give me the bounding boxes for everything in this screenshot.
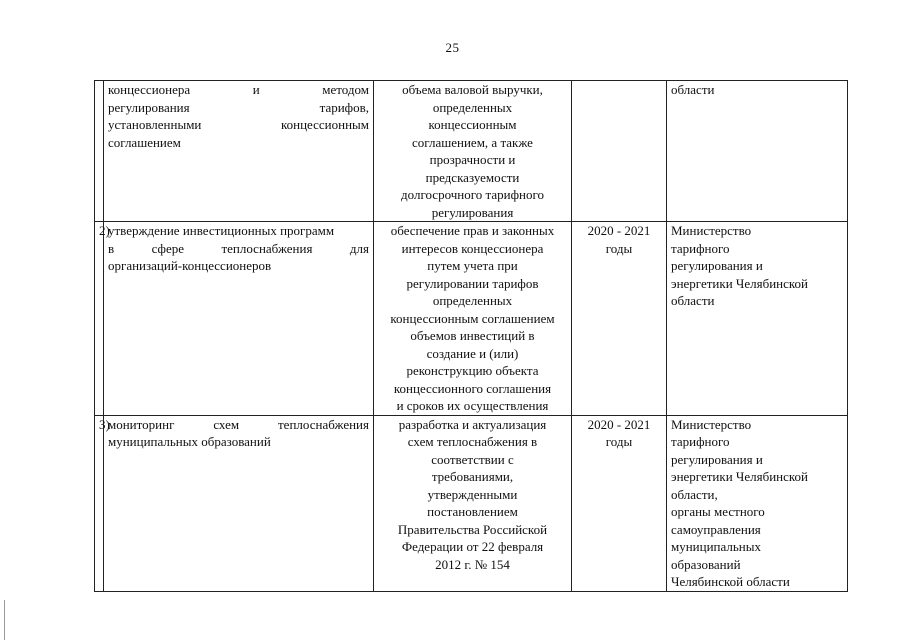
measure-word: утверждение инвестиционных программ: [108, 223, 335, 238]
responsible-cell: [667, 222, 848, 416]
responsible-cell: [667, 81, 848, 222]
goal-cell: [374, 81, 572, 222]
goal-line: Правительства Российской: [397, 521, 548, 537]
goal-line: определенных: [432, 293, 513, 308]
term-line: 2020 - 2021: [587, 223, 651, 238]
responsible-line: регулирования и: [671, 451, 763, 467]
measure-cell: [104, 81, 374, 222]
responsible-line: тарифного: [671, 434, 730, 449]
goal-line: регулировании тарифов: [406, 275, 539, 291]
goal-line: постановлением: [427, 504, 518, 519]
measure-line: [108, 416, 369, 434]
measures-table-body: [95, 81, 848, 592]
measure-word: методом: [322, 82, 369, 97]
measure-line: [108, 116, 369, 134]
goal-line: прозрачности и: [429, 152, 516, 167]
measure-cell: [104, 222, 374, 416]
goal-line: объемов инвестиций в: [410, 328, 535, 343]
term-line: годы: [605, 434, 633, 449]
responsible-cell: [667, 415, 848, 591]
responsible-line: органы местного: [671, 504, 765, 519]
measure-word: теплоснабжения: [221, 240, 313, 256]
term-cell: [572, 81, 667, 222]
measure-line: [108, 222, 369, 240]
measure-line: [108, 81, 369, 99]
table-row: [95, 81, 848, 222]
measures-table: [94, 80, 848, 592]
goal-line: долгосрочного тарифного: [401, 187, 544, 202]
goal-line: разработка и актуализация: [398, 416, 547, 432]
measure-line: [108, 99, 369, 117]
goal-line: обеспечение прав и законных: [390, 223, 555, 238]
responsible-line: энергетики Челябинской: [671, 275, 808, 291]
goal-line: концессионным соглашением: [390, 310, 555, 326]
measure-word: концессионным: [280, 117, 369, 132]
table-row: [95, 222, 848, 416]
goal-line: объема валовой выручки,: [402, 82, 543, 97]
term-cell: [572, 415, 667, 591]
goal-line: предсказуемости: [425, 169, 520, 185]
goal-line: Федерации от 22 февраля: [401, 539, 544, 554]
measure-word: регулирования: [108, 99, 190, 115]
responsible-line: области,: [671, 486, 718, 502]
measure-line: [108, 257, 369, 275]
measure-line: [108, 433, 369, 451]
measure-cell: [104, 415, 374, 591]
responsible-line: области: [671, 82, 715, 97]
measure-word: для: [349, 240, 369, 256]
responsible-line: образований: [671, 556, 741, 572]
measure-word: тарифов,: [319, 99, 369, 115]
row-number: 2): [95, 222, 104, 416]
measure-word: в: [108, 240, 115, 256]
measure-word: организаций-концессионеров: [108, 258, 272, 273]
table-row: [95, 415, 848, 591]
measure-word: теплоснабжения: [278, 416, 369, 432]
measure-word: схем: [213, 416, 240, 432]
goal-line: требованиями,: [431, 469, 514, 484]
page-number: 25: [445, 40, 460, 55]
goal-line: создание и (или): [426, 345, 519, 361]
measure-word: соглашением: [108, 134, 181, 150]
responsible-line: регулирования и: [671, 258, 763, 273]
responsible-line: самоуправления: [671, 521, 761, 537]
measure-word: сфере: [151, 240, 184, 256]
responsible-line: области: [671, 293, 715, 308]
measure-word: муниципальных образований: [108, 434, 271, 449]
responsible-line: муниципальных: [671, 539, 762, 554]
measure-word: мониторинг: [108, 416, 175, 432]
goal-line: определенных: [432, 99, 513, 115]
row-number: 3): [95, 415, 104, 591]
goal-cell: [374, 415, 572, 591]
goal-line: концессионным: [428, 117, 517, 132]
term-line: 2020 - 2021: [587, 416, 651, 432]
goal-cell: [374, 222, 572, 416]
goal-line: 2012 г. № 154: [435, 556, 510, 572]
responsible-line: Министерство: [671, 416, 752, 432]
goal-line: схем теплоснабжения в: [407, 434, 538, 449]
term-line: годы: [605, 240, 633, 256]
measure-word: и: [252, 82, 260, 97]
responsible-line: Челябинской области: [671, 574, 790, 589]
responsible-line: Министерство: [671, 223, 752, 238]
goal-line: утвержденными: [427, 486, 518, 502]
goal-line: путем учета при: [427, 258, 518, 273]
goal-line: реконструкцию объекта: [406, 363, 539, 378]
measure-word: установленными: [108, 117, 202, 132]
page-edge-line: [4, 600, 5, 640]
goal-line: соглашением, а также: [412, 134, 533, 150]
goal-line: концессионного соглашения: [393, 380, 552, 396]
responsible-line: энергетики Челябинской: [671, 469, 808, 484]
goal-line: интересов концессионера: [401, 240, 544, 256]
measure-word: концессионера: [108, 82, 191, 97]
goal-line: регулирования: [431, 204, 514, 220]
goal-line: и сроков их осуществления: [396, 398, 549, 413]
measure-line: [108, 134, 369, 152]
term-cell: [572, 222, 667, 416]
row-number: [95, 81, 104, 222]
responsible-line: тарифного: [671, 240, 730, 256]
measure-line: [108, 240, 369, 258]
goal-line: соответствии с: [431, 451, 514, 467]
